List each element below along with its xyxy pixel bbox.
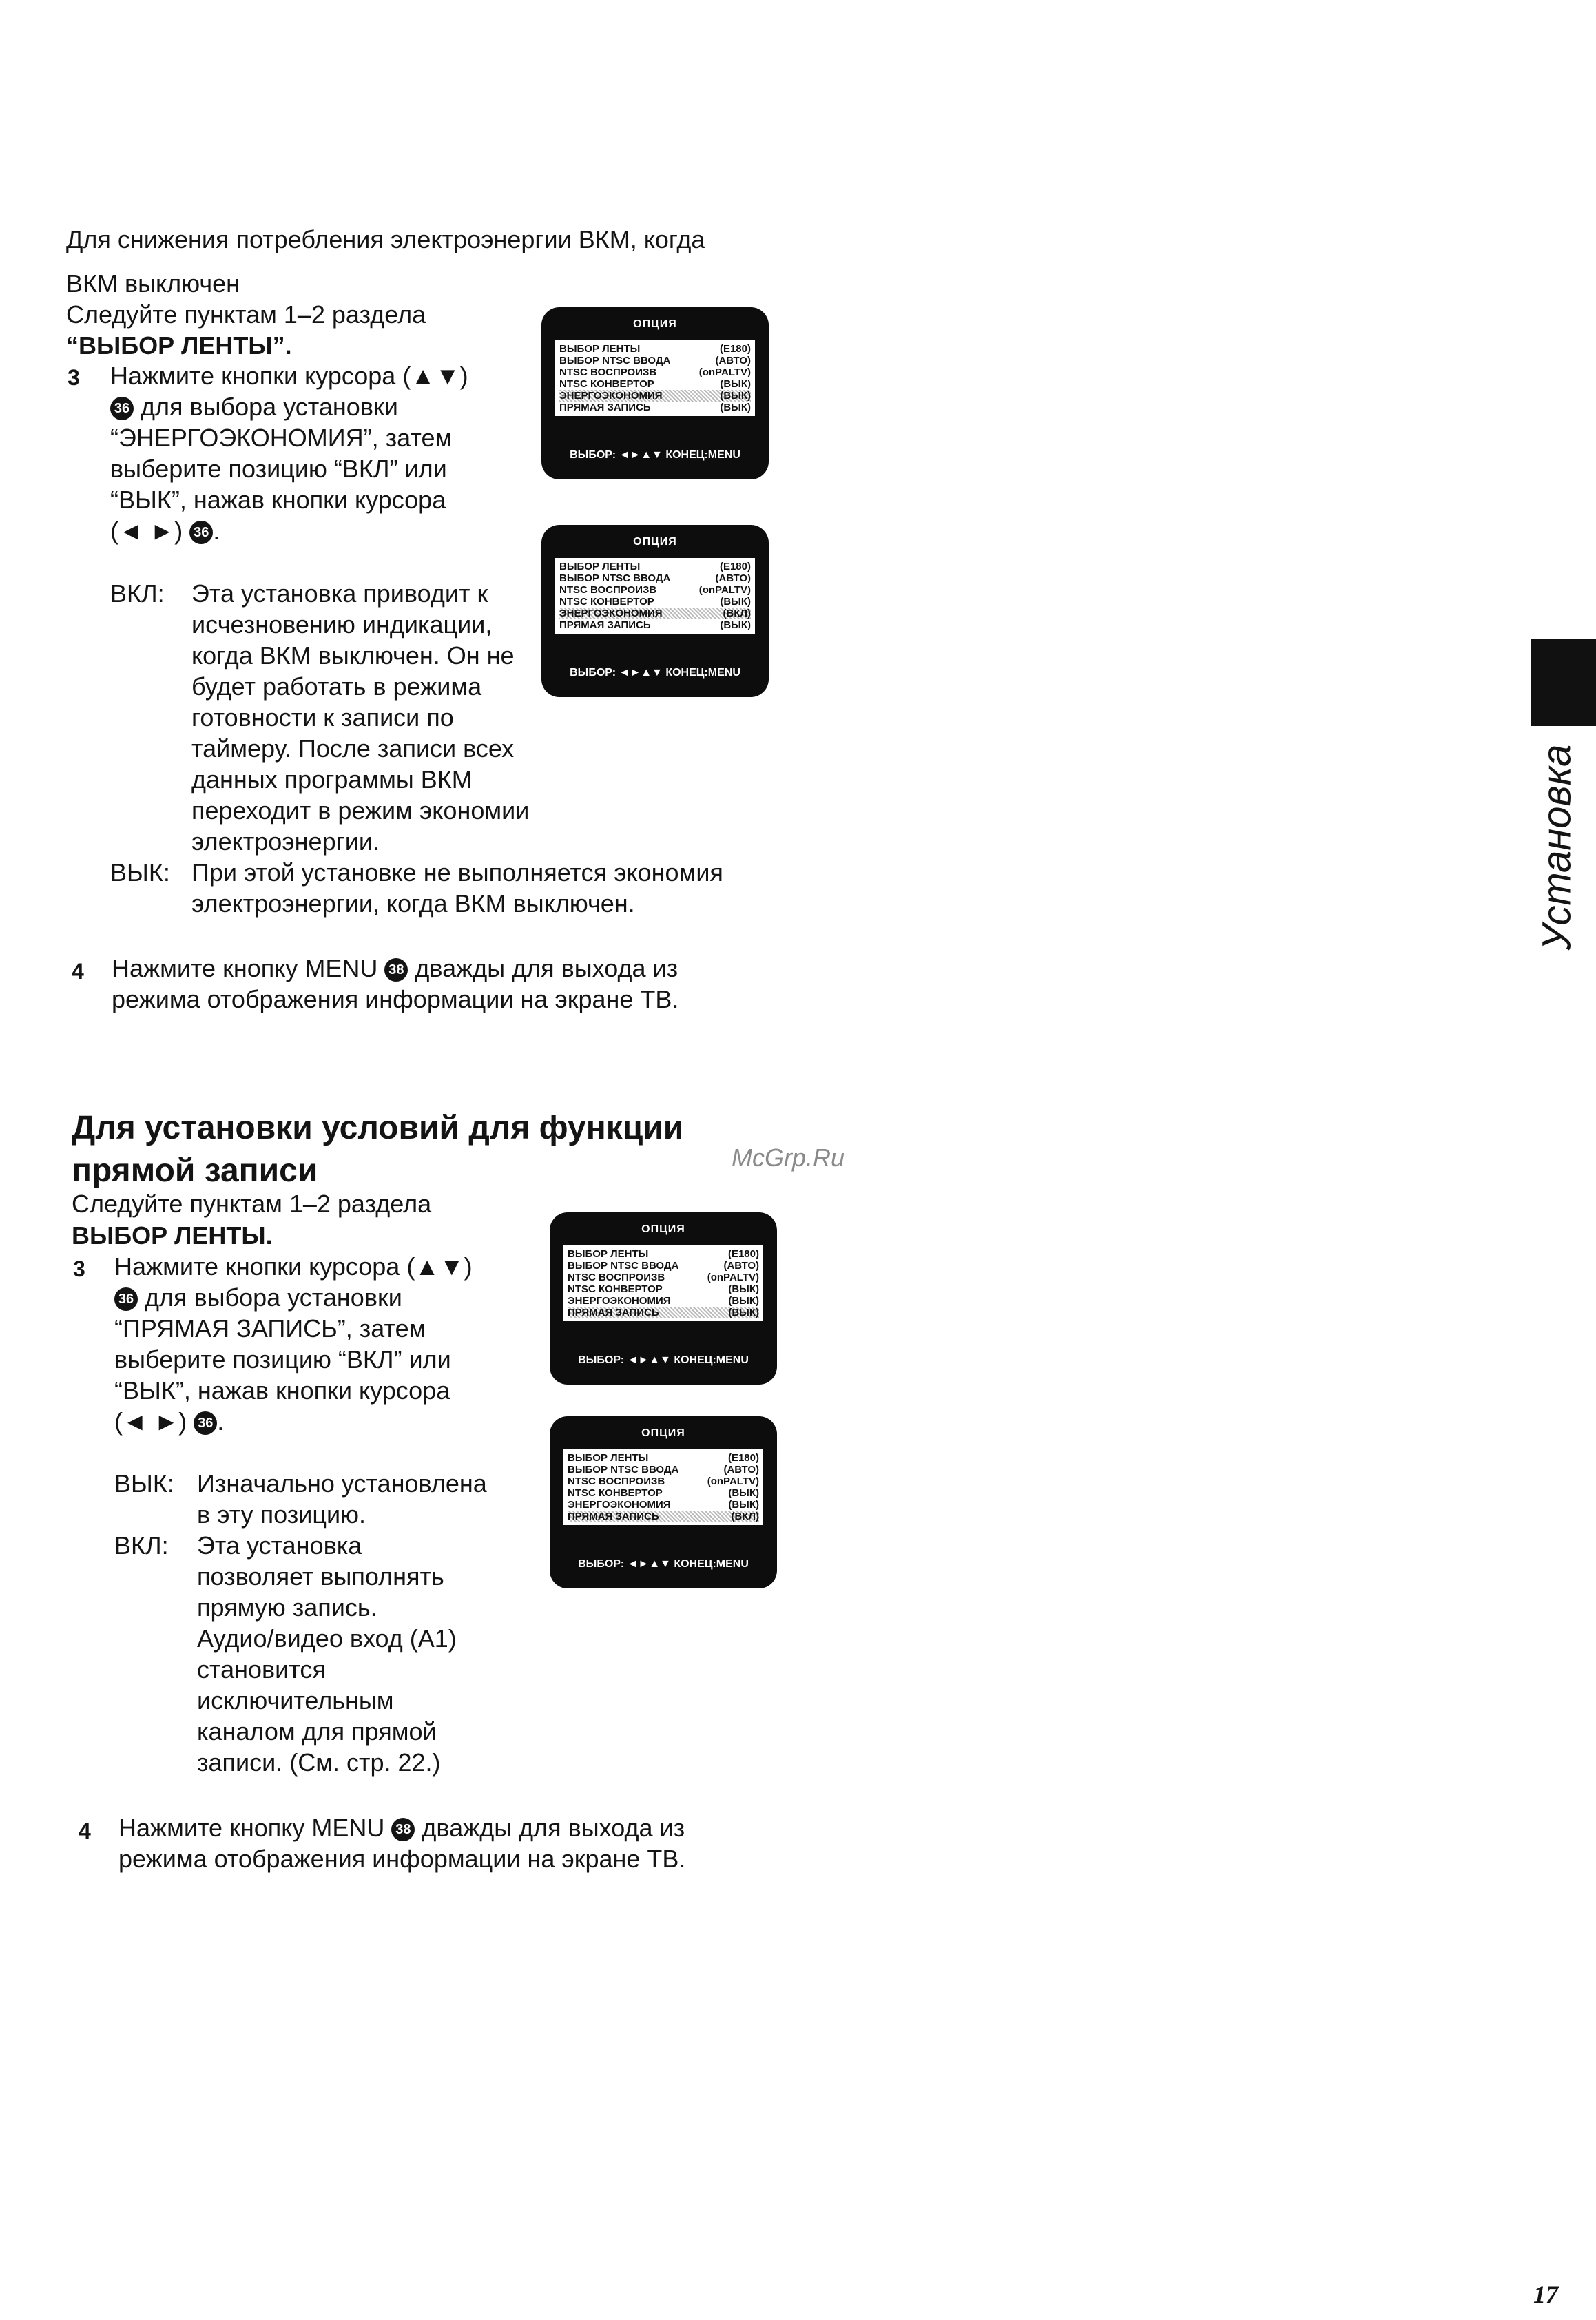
screen-title: ОПЦИЯ — [633, 318, 677, 330]
screen-row: NTSC ВОСПРОИЗВ (onPALTV) — [559, 366, 751, 378]
step-4-text-b: дважды для выхода из — [415, 954, 678, 982]
section-heading-line-2: прямой записи — [72, 1152, 318, 1189]
step-3-number: 3 — [68, 365, 80, 390]
vkl-line: записи. (См. стр. 22.) — [197, 1748, 441, 1777]
step-3-line-4: выберите позицию “ВКЛ” или — [114, 1345, 451, 1374]
button-38-icon: 38 — [384, 958, 408, 982]
tv-menu-screen — [550, 1212, 777, 1385]
screen-title: ОПЦИЯ — [641, 1427, 685, 1439]
vkl-line: позволяет выполнять — [197, 1562, 444, 1591]
screen-row: ВЫБОР NTSC ВВОДА (АВТО) — [568, 1260, 759, 1272]
screen-row: NTSC ВОСПРОИЗВ (onPALTV) — [568, 1475, 759, 1487]
screen-row-selected: ПРЯМАЯ ЗАПИСЬ (ВКЛ) — [568, 1511, 759, 1522]
screen-title: ОПЦИЯ — [633, 536, 677, 548]
step-4-text-a: Нажмите кнопку MENU — [118, 1814, 385, 1842]
screen-row: NTSC КОНВЕРТОР (ВЫК) — [568, 1487, 759, 1499]
screen-rows — [555, 558, 755, 634]
screen-row-selected: ЭНЕРГОЭКОНОМИЯ (ВЫК) — [559, 390, 751, 402]
screen-row: ПРЯМАЯ ЗАПИСЬ (ВЫК) — [559, 619, 751, 631]
screen-footer: ВЫБОР: ◄►▲▼ КОНЕЦ:MENU — [570, 667, 740, 679]
screen-row: ПРЯМАЯ ЗАПИСЬ (ВЫК) — [559, 402, 751, 413]
screen-row: ВЫБОР ЛЕНТЫ (E180) — [568, 1452, 759, 1464]
vkl-line: готовности к записи по — [191, 703, 454, 732]
section-tab-marker — [1531, 639, 1596, 726]
vyk-line: При этой установке не выполняется экономия — [191, 858, 723, 887]
step-3-line-1: Нажмите кнопки курсора (▲▼) — [110, 362, 468, 390]
button-38-icon: 38 — [391, 1818, 415, 1841]
vkl-line: таймеру. После записи всех — [191, 734, 515, 763]
tv-menu-screen — [541, 525, 769, 697]
vkl-line: становится — [197, 1655, 326, 1684]
step-3-line-5: “ВЫК”, нажав кнопки курсора — [114, 1376, 450, 1405]
screen-row: NTSC КОНВЕРТОР (ВЫК) — [559, 596, 751, 608]
step-4-line-2: режима отображения информации на экране ТВ. — [118, 1845, 686, 1873]
screen-row: NTSC КОНВЕРТОР (ВЫК) — [559, 378, 751, 390]
screen-row-selected: ПРЯМАЯ ЗАПИСЬ (ВЫК) — [568, 1307, 759, 1318]
step-3-number: 3 — [73, 1256, 85, 1281]
screen-row: ВЫБОР ЛЕНТЫ (E180) — [568, 1248, 759, 1260]
vkl-line: Эта установка приводит к — [191, 579, 488, 608]
cursor-buttons-text: (◄ ►) — [110, 517, 183, 545]
vkl-line: данных программы ВКМ — [191, 765, 473, 794]
tv-menu-screen — [550, 1416, 777, 1588]
screen-row-selected: ЭНЕРГОЭКОНОМИЯ (ВКЛ) — [559, 608, 751, 619]
step-3-line-3: “ПРЯМАЯ ЗАПИСЬ”, затем — [114, 1314, 426, 1343]
step-3-line-2 — [110, 392, 398, 422]
screen-rows — [563, 1449, 763, 1525]
cursor-buttons-text: (◄ ►) — [114, 1407, 187, 1436]
follow-steps-1: Следуйте пунктам 1–2 раздела — [66, 300, 426, 329]
section-heading-line-1: Для установки условий для функции — [72, 1110, 684, 1146]
step-3-line-2-text: для выбора установки — [145, 1283, 402, 1312]
vkl-line: будет работать в режима — [191, 672, 482, 701]
step-4-number: 4 — [72, 959, 84, 984]
step-3-line-6: (◄ ►) 36 . — [114, 1407, 225, 1436]
screen-row: NTSC ВОСПРОИЗВ (onPALTV) — [559, 584, 751, 596]
step-4-line-2: режима отображения информации на экране ТВ. — [112, 985, 679, 1013]
step-3-line-6: (◄ ►) 36 . — [110, 517, 220, 545]
screen-footer: ВЫБОР: ◄►▲▼ КОНЕЦ:MENU — [578, 1558, 749, 1570]
step-4-text-b: дважды для выхода из — [422, 1814, 685, 1842]
screen-row: ЭНЕРГОЭКОНОМИЯ (ВЫК) — [568, 1499, 759, 1511]
screen-row: ЭНЕРГОЭКОНОМИЯ (ВЫК) — [568, 1295, 759, 1307]
step-4-line-1 — [112, 953, 678, 984]
vkl-line: исключительным — [197, 1686, 394, 1715]
step-3-line-4: выберите позицию “ВКЛ” или — [110, 455, 447, 483]
step-3-line-2-text: для выбора установки — [141, 393, 398, 421]
screen-row: NTSC КОНВЕРТОР (ВЫК) — [568, 1283, 759, 1295]
vkl-line: каналом для прямой — [197, 1717, 437, 1746]
vkl-line: прямую запись. — [197, 1593, 377, 1622]
screen-rows — [563, 1245, 763, 1321]
step-4-line-1 — [118, 1813, 685, 1843]
screen-row: ВЫБОР NTSC ВВОДА (АВТО) — [568, 1464, 759, 1475]
vyk-label: ВЫК: — [110, 858, 170, 887]
section-side-label-text: Установка — [1534, 744, 1579, 951]
screen-footer: ВЫБОР: ◄►▲▼ КОНЕЦ:MENU — [570, 449, 740, 461]
step-3-line-3: “ЭНЕРГОЭКОНОМИЯ”, затем — [110, 424, 453, 452]
page-number: 17 — [1533, 2281, 1558, 2308]
button-36-icon: 36 — [110, 397, 134, 420]
screen-title: ОПЦИЯ — [641, 1223, 685, 1235]
screen-footer: ВЫБОР: ◄►▲▼ КОНЕЦ:MENU — [578, 1354, 749, 1366]
follow-steps-1: Следуйте пунктам 1–2 раздела — [72, 1190, 432, 1218]
screen-row: ВЫБОР ЛЕНТЫ (E180) — [559, 561, 751, 572]
screen-row: ВЫБОР NTSC ВВОДА (АВТО) — [559, 355, 751, 366]
step-3-line-2 — [114, 1283, 402, 1313]
step-3-line-1: Нажмите кнопки курсора (▲▼) — [114, 1252, 473, 1281]
screen-row: NTSC ВОСПРОИЗВ (onPALTV) — [568, 1272, 759, 1283]
vyk-line: Изначально установлена — [197, 1469, 487, 1498]
tv-menu-screen — [541, 307, 769, 479]
screen-row: ВЫБОР ЛЕНТЫ (E180) — [559, 343, 751, 355]
vkl-line: исчезновению индикации, — [191, 610, 493, 639]
vkl-line: Аудио/видео вход (А1) — [197, 1624, 457, 1653]
vkl-label: ВКЛ: — [114, 1531, 169, 1560]
step-3-line-5: “ВЫК”, нажав кнопки курсора — [110, 486, 446, 514]
button-36-icon: 36 — [194, 1411, 217, 1435]
vkl-line: Эта установка — [197, 1531, 362, 1560]
vyk-line: в эту позицию. — [197, 1500, 366, 1529]
vkl-line: переходит в режим экономии — [191, 796, 530, 825]
follow-steps-2: “ВЫБОР ЛЕНТЫ”. — [66, 331, 292, 360]
follow-steps-2: ВЫБОР ЛЕНТЫ. — [72, 1221, 273, 1250]
vkl-line: электроэнергии. — [191, 827, 380, 856]
step-4-text-a: Нажмите кнопку MENU — [112, 954, 378, 982]
intro-line-1: Для снижения потребления электроэнергии ВКМ, когда — [66, 225, 705, 253]
intro-line-2: ВКМ выключен — [66, 269, 240, 298]
vkl-line: когда ВКМ выключен. Он не — [191, 641, 515, 670]
vyk-line: электроэнергии, когда ВКМ выключен. — [191, 889, 635, 918]
button-36-icon: 36 — [114, 1287, 138, 1311]
step-4-number: 4 — [79, 1819, 91, 1843]
button-36-icon: 36 — [189, 521, 213, 544]
screen-rows — [555, 340, 755, 416]
vkl-label: ВКЛ: — [110, 579, 165, 608]
screen-row: ВЫБОР NTSC ВВОДА (АВТО) — [559, 572, 751, 584]
section-side-label — [1522, 730, 1591, 964]
vyk-label: ВЫК: — [114, 1469, 174, 1498]
watermark: McGrp.Ru — [732, 1143, 845, 1172]
